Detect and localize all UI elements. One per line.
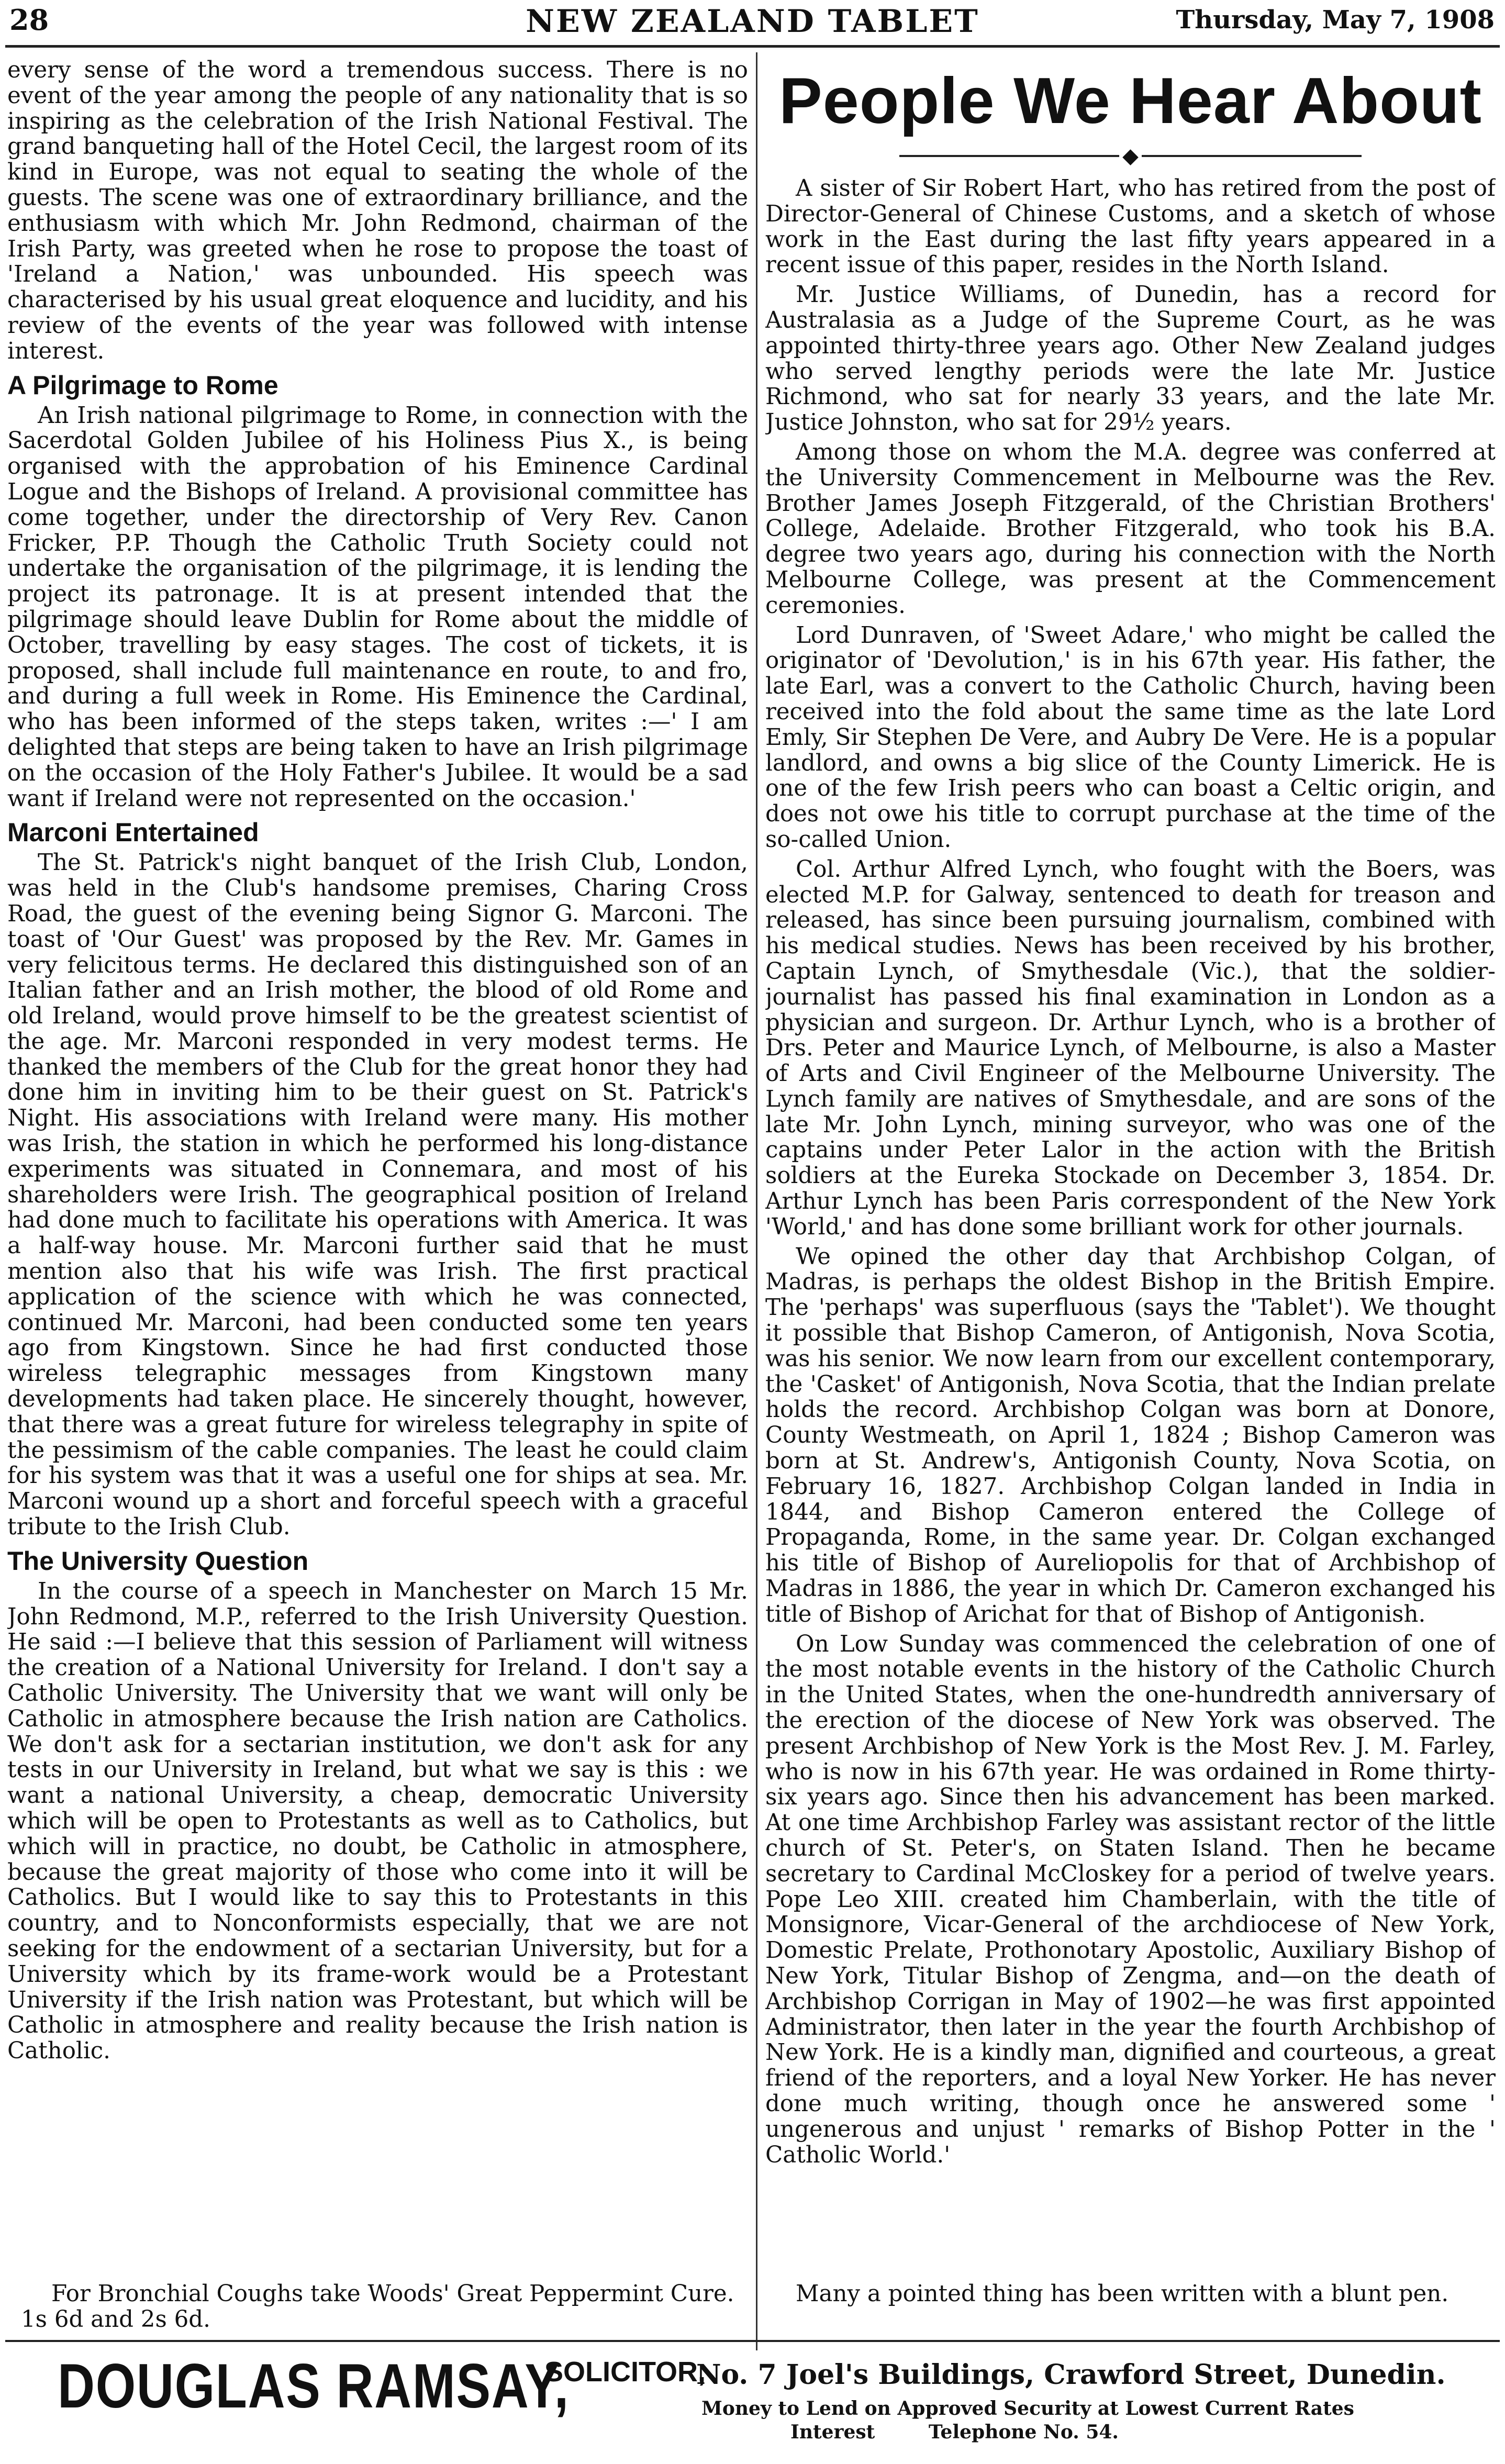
section-heading-pilgrimage: A Pilgrimage to Rome (7, 370, 278, 400)
university-paragraph: In the course of a speech in Manchester on March 15 Mr. John Redmond, M.P., referred to the Irish University Question. He said :—I believe that this session of Parliament will witness the creation of a National University for Ireland. I don't say a Catholic University. The University that we want will only be Catholic in atmosphere because the Irish nation are Catholics. We don't ask for a sectarian institution, we don't ask for any tests in our University in Ireland, but what we say is this : we want a national University, a cheap, democratic University which will be open to Protestants as well as to Catholics, but which will in practice, no doubt, be Catholic in atmosphere, because the great majority of those who come into it will be Catholics. But I would like to say this to Protestants in this country, and to Nonconformists especially, that we are not seeking for the endowment of a sectarian University, but for a University which by its frame-work would be a Protestant University if the Irish nation was Protestant, but which will be Catholic in atmosphere and reality because the Irish nation is Catholic. (7, 1578, 748, 2065)
blunt-pen-quip: Many a pointed thing has been written with a blunt pen. (796, 2281, 1449, 2307)
page-number: 28 (9, 3, 49, 37)
paragraph-archbishop-farley: On Low Sunday was commenced the celebration of one of the most notable events in the history of the Catholic Church in the United States, when the one-hundredth anniversary of the erection of the diocese of New York was observed. The present Archbishop of New York is the Most Rev. J. M. Farley, who is now in his 67th year. He was ordained in Rome thirty-six years ago. Since then his advancement has been marked. At one time Archbishop Farley was assistant rector of the little church of St. Peter's, on Staten Island. Then he became secretary to Cardinal McCloskey for a period of twelve years. Pope Leo XIII. created him Chamberlain, with the title of Monsignore, Vicar-General of the archdiocese of New York, Domestic Prelate, Prothonotary Apostolic, Auxiliary Bishop of New York, Titular Bishop of Zengma, and—on the death of Archbishop Corrigan in May of 1902—he was first appointed Administrator, then later in the year the fourth Archbishop of New York. He is a kindly man, dignified and courteous, a great friend of the reporters, and a loyal New Yorker. He has never done much writing, though once he answered some ' ungenerous and unjust ' remarks of Bishop Potter in the ' Catholic World.' (765, 1631, 1496, 2168)
solicitor-advert (0, 2345, 1505, 2460)
issue-date: Thursday, May 7, 1908 (1176, 5, 1495, 35)
masthead-rule (5, 45, 1500, 48)
paragraph-lord-dunraven: Lord Dunraven, of 'Sweet Adare,' who might be called the originator of 'Devolution,' is in his 67th year. His father, the late Earl, was a convert to the Catholic Church, having been received into the fold about the same time as the late Lord Emly, Sir Stephen De Vere, and Aubry De Vere. He is a popular landlord, and owns a big slice of the County Limerick. He is one of the few Irish peers who can boast a Celtic origin, and does not owe his title to corrupt purchase at the time of the so-called Union. (765, 622, 1496, 853)
left-column (7, 58, 748, 2329)
paragraph-arthur-lynch: Col. Arthur Alfred Lynch, who fought with the Boers, was elected M.P. for Galway, sentenced to death for treason and released, has since been pursuing journalism, combined with his medical studies. News has been received by his brother, Captain Lynch, of Smythesdale (Vic.), that the soldier-journalist has passed his final examination in London as a physician and surgeon. Dr. Arthur Lynch, who is a brother of Drs. Peter and Maurice Lynch, of Melbourne, is also a Master of Arts and Civil Engineer of the Melbourne University. The Lynch family are natives of Smythesdale, and are sons of the late Mr. John Lynch, mining surveyor, who was one of the captains under Peter Lalor in the action with the British soldiers at the Eureka Stockade on December 3, 1854. Dr. Arthur Lynch has been Paris correspondent of the New York 'World,' and has done some brilliant work for other journals. (765, 856, 1496, 1240)
advert-name: DOUGLAS RAMSAY, (58, 2351, 570, 2421)
advert-title: SOLICITOR, (544, 2356, 706, 2388)
advert-contact-line (790, 2421, 1166, 2443)
right-column (765, 58, 1496, 2329)
diamond-icon: ◆ (1122, 144, 1139, 168)
footer-rule (5, 2340, 1500, 2342)
advert-money-line: Money to Lend on Approved Security at Lowest Current Rates (701, 2398, 1354, 2420)
people-headline: People We Hear About (779, 65, 1482, 137)
left-footnote (21, 2281, 743, 2333)
masthead (0, 0, 1505, 47)
column-divider (756, 52, 757, 2350)
right-footnote (765, 2281, 1496, 2307)
marconi-paragraph: The St. Patrick's night banquet of the Irish Club, London, was held in the Club's handsome premises, Charing Cross Road, the guest of the evening being Signor G. Marconi. The toast of 'Our Guest' was proposed by the Rev. Mr. Games in very felicitous terms. He declared this distinguished son of an Italian father and an Irish mother, the blood of old Rome and old Ireland, would prove himself to be the greatest scientist of the age. Mr. Marconi responded in very modest terms. He thanked the members of the Club for the great honor they had done him in inviting him to be their guest on St. Patrick's Night. His associations with Ireland were many. His mother was Irish, the station in which he performed his long-distance experiments was situated in Connemara, and most of his shareholders were Irish. The geographical position of Ireland had done much to facilitate his operations with America. It was a half-way house. Mr. Marconi further said that he must mention also that his wife was Irish. The first practical application of the science with which he was connected, continued Mr. Marconi, had been conducted some ten years ago from Kingstown. Since he had first conducted those wireless telegraphic messages from Kingstown many developments had taken place. He sincerely thought, however, that there was a great future for wireless telegraphy in spite of the pessimism of the cable companies. The least he could claim for his system was that it was a useful one for ships at sea. Mr. Marconi wound up a short and forceful speech with a graceful tribute to the Irish Club. (7, 850, 748, 1541)
section-heading-marconi: Marconi Entertained (7, 818, 259, 848)
ornament-line-left (899, 155, 1119, 157)
advert-telephone: Telephone No. 54. (928, 2421, 1119, 2443)
section-heading-university: The University Question (7, 1546, 309, 1576)
paragraph-ma-degree: Among those on whom the M.A. degree was conferred at the University Commencement in Melbourne was the Rev. Brother James Joseph Fitzgerald, of the Christian Brothers' College, Adelaide. Brother Fitzgerald, who took his B.A. degree two years ago, during his connection with the North Melbourne College, was present at the Commencement ceremonies. (765, 439, 1496, 619)
paragraph-justice-williams: Mr. Justice Williams, of Dunedin, has a record for Australasia as a Judge of the Supreme Court, as he was appointed thirty-three years ago. Other New Zealand judges who served lengthy periods were the late Mr. Justice Richmond, who sat for nearly 33 years, and the late Mr. Justice Johnston, who sat for 29½ years. (765, 282, 1496, 436)
pilgrimage-paragraph: An Irish national pilgrimage to Rome, in connection with the Sacerdotal Golden Jubilee of his Holiness Pius X., is being organised with the approbation of his Eminence Cardinal Logue and the Bishops of Ireland. A provisional committee has come together, under the directorship of Very Rev. Canon Fricker, P.P. Though the Catholic Truth Society could not undertake the organisation of the pilgrimage, it is lending the project its patronage. It is at present intended that the pilgrimage should leave Dublin for Rome about the middle of October, travelling by easy stages. The cost of tickets, it is proposed, shall include full maintenance en route, to and fro, and during a full week in Rome. His Eminence the Cardinal, who has been informed of the steps taken, writes :—' I am delighted that steps are being taken to have an Irish pilgrimage on the occasion of the Holy Father's Jubilee. It would be a sad want if Ireland were not represented on the occasion.' (7, 402, 748, 812)
headline-ornament (765, 140, 1496, 172)
intro-paragraph: every sense of the word a tremendous success. There is no event of the year among the people of any nationality that is so inspiring as the celebration of the Irish National Festival. The grand banqueting hall of the Hotel Cecil, the largest room of its kind in Europe, was not equal to seating the whole of the guests. The scene was one of extraordinary brilliance, and the enthusiasm with which Mr. John Redmond, chairman of the Irish Party, was greeted when he rose to propose the toast of 'Ireland a Nation,' was unbounded. His speech was characterised by his usual great eloquence and lucidity, and his review of the events of the year was followed with intense interest. (7, 58, 748, 364)
advert-interest: Interest (790, 2421, 875, 2443)
paragraph-robert-hart: A sister of Sir Robert Hart, who has retired from the post of Director-General of Chinese Customs, and a sketch of whose work in the East during the last fifty years appeared in a recent issue of this paper, resides in the North Island. (765, 175, 1496, 278)
advert-address: No. 7 Joel's Buildings, Crawford Street, Dunedin. (696, 2359, 1446, 2391)
ornament-line-right (1142, 155, 1362, 157)
paragraph-archbishop-colgan: We opined the other day that Archbishop Colgan, of Madras, is perhaps the oldest Bishop in the British Empire. The 'perhaps' was superfluous (says the 'Tablet'). We thought it possible that Bishop Cameron, of Antigonish, Nova Scotia, was his senior. We now learn from our excellent contemporary, the 'Casket' of Antigonish, Nova Scotia, that the Indian prelate holds the record. Archbishop Colgan was born at Donore, County Westmeath, on April 1, 1824 ; Bishop Cameron was born at St. Andrew's, Antigonish County, Nova Scotia, on February 16, 1827. Archbishop Colgan landed in India in 1844, and Bishop Cameron entered the College of Propaganda, Rome, in the same year. Dr. Colgan exchanged his title of Bishop of Aureliopolis for that of Archbishop of Madras in 1886, the year in which Dr. Cameron exchanged his title of Bishop of Arichat for that of Bishop of Antigonish. (765, 1243, 1496, 1627)
bronchial-cough-ad: For Bronchial Coughs take Woods' Great Peppermint Cure. 1s 6d and 2s 6d. (21, 2281, 734, 2333)
paper-title: NEW ZEALAND TABLET (526, 3, 979, 40)
